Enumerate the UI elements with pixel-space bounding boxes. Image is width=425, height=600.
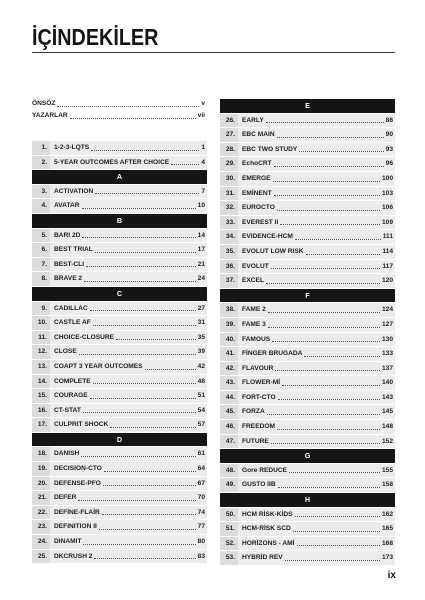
dot-leader: [93, 316, 196, 326]
entry-number: 7.: [32, 258, 50, 272]
entry-page: 74: [197, 508, 205, 516]
entry-page: 21: [197, 260, 205, 268]
entry-number: 13.: [32, 360, 50, 374]
entry-title: DECISION-CTO: [54, 465, 102, 473]
entry-title: EMERGE: [242, 174, 271, 182]
toc-entry: [220, 274, 395, 288]
entry-number: 36.: [220, 260, 238, 274]
dot-leader: [273, 172, 380, 182]
dot-leader: [275, 362, 380, 372]
dot-leader: [79, 345, 196, 355]
entry-page: 158: [381, 481, 393, 489]
entry-title: BEST TRIAL: [54, 246, 93, 254]
entry-page: 111: [382, 233, 393, 241]
entry-page: 155: [381, 466, 393, 474]
entry-title: HCM RİSK-KİDS: [242, 510, 293, 518]
dot-leader: [145, 360, 196, 370]
entry-page: 17: [197, 246, 205, 254]
toc-entry: [220, 157, 395, 171]
entry-number: 19.: [32, 462, 50, 476]
entry-page: 133: [381, 350, 393, 358]
entry-title: DEFİNE-FLAİR: [54, 508, 100, 516]
dot-leader: [289, 464, 380, 474]
section-letter: B: [116, 215, 123, 225]
entry-page: 145: [381, 408, 393, 416]
entry-title: EVEREST II: [242, 218, 279, 226]
dot-leader: [171, 156, 199, 166]
entry-page: 24: [197, 275, 205, 283]
entry-number: 18.: [32, 447, 50, 461]
entry-number: 25.: [32, 550, 50, 564]
toc-entry: [220, 303, 395, 317]
entry-number: 21.: [32, 491, 50, 505]
entry-number: 8.: [32, 272, 50, 286]
entry-page: 67: [197, 479, 205, 487]
entry-number: 33.: [220, 216, 238, 230]
entry-number: 46.: [220, 420, 238, 434]
page-number: ix: [387, 570, 396, 581]
entry-page: 70: [197, 494, 205, 502]
entry-title: CASTLE AF: [54, 319, 91, 327]
dot-leader: [277, 201, 380, 211]
section-letter: G: [304, 451, 311, 461]
toc-entry: [220, 318, 395, 332]
entry-title: FLOWER-Mİ: [242, 379, 281, 387]
entry-title: 1-2-3-LQTS: [54, 144, 90, 151]
entry-title: COMPLETE: [54, 377, 91, 385]
entry-number: 1.: [32, 141, 50, 155]
entry-title: EMİNENT: [242, 189, 272, 197]
dot-leader: [83, 535, 195, 545]
entry-title: FORT-CTO: [242, 393, 276, 401]
dot-leader: [268, 318, 380, 328]
toc-entry: [220, 128, 395, 142]
toc-entry: [32, 156, 207, 170]
entry-title: EUROCTO: [242, 204, 275, 212]
entry-page: vii: [197, 112, 205, 119]
entry-page: 148: [381, 423, 393, 431]
dot-leader: [93, 375, 196, 385]
toc-entry: [32, 316, 207, 330]
toc-entry: [220, 245, 395, 259]
entry-title: CHOICE-CLOSURE: [54, 333, 115, 341]
entry-page: 10: [197, 202, 205, 210]
entry-title: EVIDENCE-HCM: [242, 233, 293, 241]
toc-column-right: [220, 99, 395, 566]
entry-title: DANISH: [54, 450, 80, 458]
entry-number: 40.: [220, 333, 238, 347]
entry-page: 86: [385, 116, 393, 124]
dot-leader: [268, 303, 380, 313]
entry-title: CLOSE: [54, 348, 77, 356]
dot-leader: [91, 141, 199, 151]
toc-entry: [220, 216, 395, 230]
toc-entry: [32, 243, 207, 257]
toc-entry: [32, 389, 207, 403]
toc-entry: [32, 462, 207, 476]
entry-number: 6.: [32, 243, 50, 257]
toc-column-left: [32, 141, 207, 564]
entry-number: 52.: [220, 537, 238, 551]
entry-number: 43.: [220, 376, 238, 390]
toc-entry: [220, 347, 395, 361]
dot-leader: [70, 110, 196, 119]
entry-title: 5-YEAR OUTCOMES AFTER CHOICE: [54, 158, 170, 166]
section-header-f: [220, 289, 395, 303]
dot-leader: [277, 420, 380, 430]
dot-leader: [267, 405, 380, 415]
dot-leader: [110, 418, 195, 428]
toc-entry: [220, 172, 395, 186]
entry-title: HCM-RİSK SCD: [242, 525, 291, 533]
dot-leader: [94, 550, 195, 560]
toc-entry: [220, 362, 395, 376]
toc-entry: [220, 435, 395, 449]
entry-number: 9.: [32, 302, 50, 316]
dot-leader: [81, 447, 195, 457]
entry-page: 39: [197, 348, 205, 356]
toc-entry-yazarlar: [32, 110, 207, 122]
dot-leader: [280, 216, 380, 226]
dot-leader: [272, 333, 380, 343]
toc-entry: [32, 418, 207, 432]
entry-page: 64: [197, 465, 205, 473]
toc-entry: [220, 551, 395, 565]
section-letter: E: [305, 101, 310, 110]
dot-leader: [90, 302, 196, 312]
section-header-c: [32, 287, 207, 301]
entry-page: 165: [381, 525, 393, 533]
dot-leader: [271, 435, 380, 445]
dot-leader: [295, 230, 381, 240]
toc-entry: [220, 508, 395, 522]
dot-leader: [266, 114, 384, 124]
entry-title: DKCRUSH 2: [54, 552, 93, 560]
section-header-d: [32, 433, 207, 447]
entry-number: 30.: [220, 172, 238, 186]
entry-title: DEFINITION II: [54, 523, 97, 531]
toc-entry: [220, 187, 395, 201]
entry-number: 26.: [220, 114, 238, 128]
dot-leader: [271, 260, 381, 270]
entry-number: 37.: [220, 274, 238, 288]
entry-number: 4.: [32, 199, 50, 213]
entry-number: 12.: [32, 345, 50, 359]
toc-entry: [32, 360, 207, 374]
entry-page: 103: [381, 189, 393, 197]
section-header-b: [32, 214, 207, 228]
toc-entry: [32, 447, 207, 461]
entry-number: 38.: [220, 303, 238, 317]
entry-page: 137: [381, 364, 393, 372]
dot-leader: [83, 404, 196, 414]
entry-title: AVATAR: [54, 202, 80, 210]
entry-page: 93: [385, 145, 393, 153]
entry-number: 17.: [32, 418, 50, 432]
entry-number: 45.: [220, 405, 238, 419]
entry-number: 29.: [220, 157, 238, 171]
entry-page: 61: [197, 450, 205, 458]
entry-page: 168: [381, 539, 393, 547]
entry-number: 11.: [32, 331, 50, 345]
entry-page: 120: [381, 277, 393, 285]
entry-title: FAME 3: [242, 320, 266, 328]
dot-leader: [86, 258, 196, 268]
entry-page: 4: [201, 158, 205, 166]
dot-leader: [282, 376, 380, 386]
entry-number: 47.: [220, 435, 238, 449]
entry-page: 96: [385, 160, 393, 168]
entry-page: 57: [197, 421, 205, 429]
toc-entry: [220, 201, 395, 215]
entry-title: EBC MAIN: [242, 131, 275, 139]
section-header-g: [220, 449, 395, 463]
toc-entry: [32, 331, 207, 345]
entry-title: EVOLUT LOW RISK: [242, 247, 304, 255]
entry-page: 124: [381, 306, 393, 314]
entry-number: 22.: [32, 506, 50, 520]
entry-title: FREEDOM: [242, 423, 275, 431]
dot-leader: [116, 331, 196, 341]
entry-number: 39.: [220, 318, 238, 332]
toc-entry: [220, 143, 395, 157]
dot-leader: [78, 491, 195, 501]
toc-entry: [32, 258, 207, 272]
entry-title: DEFER: [54, 494, 77, 502]
entry-page: 114: [382, 247, 393, 255]
entry-page: 152: [381, 437, 393, 445]
entry-number: 28.: [220, 143, 238, 157]
entry-number: 53.: [220, 551, 238, 565]
entry-page: 7: [201, 187, 205, 195]
entry-number: 23.: [32, 520, 50, 534]
section-letter: H: [304, 495, 311, 505]
front-matter: [32, 98, 207, 122]
toc-entry: [220, 464, 395, 478]
entry-page: 54: [197, 406, 205, 414]
entry-title: HORİZONS - AMİ: [242, 539, 295, 547]
dot-leader: [82, 199, 196, 209]
entry-number: 2.: [32, 156, 50, 170]
entry-page: v: [201, 100, 205, 107]
entry-page: 80: [197, 538, 205, 546]
toc-entry: [220, 478, 395, 492]
dot-leader: [293, 522, 380, 532]
section-letter: A: [116, 172, 123, 182]
entry-page: 140: [381, 379, 393, 387]
dot-leader: [266, 274, 380, 284]
entry-number: 14.: [32, 375, 50, 389]
dot-leader: [278, 478, 380, 488]
entry-title: EARLY: [242, 116, 264, 124]
toc-entry: [32, 477, 207, 491]
section-header-a: [32, 170, 207, 184]
dot-leader: [103, 477, 196, 487]
toc-entry: [220, 230, 395, 244]
dot-leader: [297, 537, 380, 547]
entry-page: 109: [381, 218, 393, 226]
dot-leader: [95, 243, 196, 253]
dot-leader: [90, 389, 196, 399]
entry-page: 106: [381, 204, 393, 212]
entry-page: 1: [201, 144, 205, 151]
entry-title: BARI 2D: [54, 231, 81, 239]
dot-leader: [277, 128, 384, 138]
dot-leader: [84, 272, 196, 282]
toc-entry: [32, 185, 207, 199]
entry-title: DEFENSE-PFO: [54, 479, 101, 487]
entry-page: 90: [385, 131, 393, 139]
toc-entry: [32, 375, 207, 389]
section-letter: F: [305, 290, 310, 300]
entry-number: 49.: [220, 478, 238, 492]
toc-entry: [220, 333, 395, 347]
entry-page: 83: [197, 552, 205, 560]
toc-entry: [32, 345, 207, 359]
entry-number: 27.: [220, 128, 238, 142]
title-divider: [32, 52, 395, 53]
dot-leader: [57, 98, 199, 107]
dot-leader: [278, 391, 380, 401]
entry-title: CT-STAT: [54, 406, 81, 414]
entry-page: 14: [197, 231, 205, 239]
toc-entry: [220, 522, 395, 536]
entry-title: CADILLAC: [54, 304, 88, 312]
toc-entry: [220, 405, 395, 419]
dot-leader: [95, 185, 199, 195]
entry-title: FUTURE: [242, 437, 269, 445]
section-header-h: [220, 493, 395, 507]
entry-title: ACTIVATION: [54, 187, 94, 195]
dot-leader: [299, 143, 383, 153]
entry-number: 24.: [32, 535, 50, 549]
entry-page: 100: [381, 174, 393, 182]
entry-title: EBC TWO STUDY: [242, 145, 298, 153]
entry-title: FAMOUS: [242, 335, 271, 343]
entry-title: ÖNSÖZ: [32, 100, 56, 107]
dot-leader: [274, 157, 384, 167]
entry-number: 15.: [32, 389, 50, 403]
entry-number: 31.: [220, 187, 238, 201]
section-letter: C: [116, 288, 123, 298]
entry-title: BEST-CLI: [54, 260, 85, 268]
toc-entry: [32, 141, 207, 155]
entry-title: FLAVOUR: [242, 364, 274, 372]
entry-title: EXCEL: [242, 277, 264, 285]
entry-title: CULPRIT SHOCK: [54, 421, 109, 429]
entry-number: 50.: [220, 508, 238, 522]
entry-title: FAME 2: [242, 306, 266, 314]
section-letter: D: [116, 434, 123, 444]
dot-leader: [102, 506, 196, 516]
entry-title: GUSTO IIB: [242, 481, 276, 489]
toc-entry: [32, 229, 207, 243]
entry-page: 162: [381, 510, 393, 518]
dot-leader: [306, 245, 381, 255]
entry-title: DINAMIT: [54, 538, 82, 546]
toc-entry: [32, 506, 207, 520]
toc-entry: [220, 260, 395, 274]
entry-number: 32.: [220, 201, 238, 215]
entry-title: EVOLUT: [242, 262, 269, 270]
entry-number: 44.: [220, 391, 238, 405]
entry-page: 46: [197, 377, 205, 385]
dot-leader: [99, 520, 196, 530]
entry-page: 31: [197, 319, 205, 327]
entry-title: EchoCRT: [242, 160, 272, 168]
entry-title: COAPT 3 YEAR OUTCOMES: [54, 362, 143, 370]
toc-entry-onsoz: [32, 98, 207, 110]
toc-entry: [32, 404, 207, 418]
entry-title: FORZA: [242, 408, 265, 416]
section-header-e: [220, 99, 395, 113]
entry-page: 27: [197, 304, 205, 312]
entry-title: YAZARLAR: [32, 112, 68, 119]
entry-page: 77: [197, 523, 205, 531]
entry-page: 130: [381, 335, 393, 343]
toc-entry: [32, 550, 207, 564]
entry-number: 20.: [32, 477, 50, 491]
entry-number: 16.: [32, 404, 50, 418]
entry-number: 48.: [220, 464, 238, 478]
entry-page: 35: [197, 333, 205, 341]
entry-page: 127: [381, 320, 393, 328]
toc-entry: [32, 520, 207, 534]
toc-entry: [220, 420, 395, 434]
toc-entry: [32, 302, 207, 316]
toc-entry: [220, 391, 395, 405]
entry-title: Gore REDUCE: [242, 466, 288, 474]
entry-page: 51: [197, 392, 205, 400]
entry-title: HYBRİD REV: [242, 554, 283, 562]
entry-number: 10.: [32, 316, 50, 330]
toc-entry: [32, 535, 207, 549]
dot-leader: [285, 551, 380, 561]
entry-number: 51.: [220, 522, 238, 536]
entry-number: 3.: [32, 185, 50, 199]
entry-page: 143: [381, 393, 393, 401]
toc-entry: [220, 537, 395, 551]
page-title: İÇİNDEKİLER: [32, 24, 159, 50]
dot-leader: [104, 462, 196, 472]
entry-number: 34.: [220, 230, 238, 244]
toc-entry: [32, 491, 207, 505]
entry-number: 5.: [32, 229, 50, 243]
entry-page: 117: [382, 262, 393, 270]
dot-leader: [82, 229, 195, 239]
toc-entry: [32, 199, 207, 213]
toc-entry: [220, 376, 395, 390]
entry-number: 41.: [220, 347, 238, 361]
entry-number: 42.: [220, 362, 238, 376]
entry-page: 42: [197, 362, 205, 370]
dot-leader: [274, 187, 380, 197]
entry-title: BRAVE 2: [54, 275, 83, 283]
toc-entry: [32, 272, 207, 286]
entry-title: FİNGER BRUGADA: [242, 350, 303, 358]
toc-entry: [220, 114, 395, 128]
entry-number: 35.: [220, 245, 238, 259]
dot-leader: [295, 508, 380, 518]
dot-leader: [304, 347, 380, 357]
entry-page: 173: [381, 554, 393, 562]
entry-title: COURAGE: [54, 392, 88, 400]
